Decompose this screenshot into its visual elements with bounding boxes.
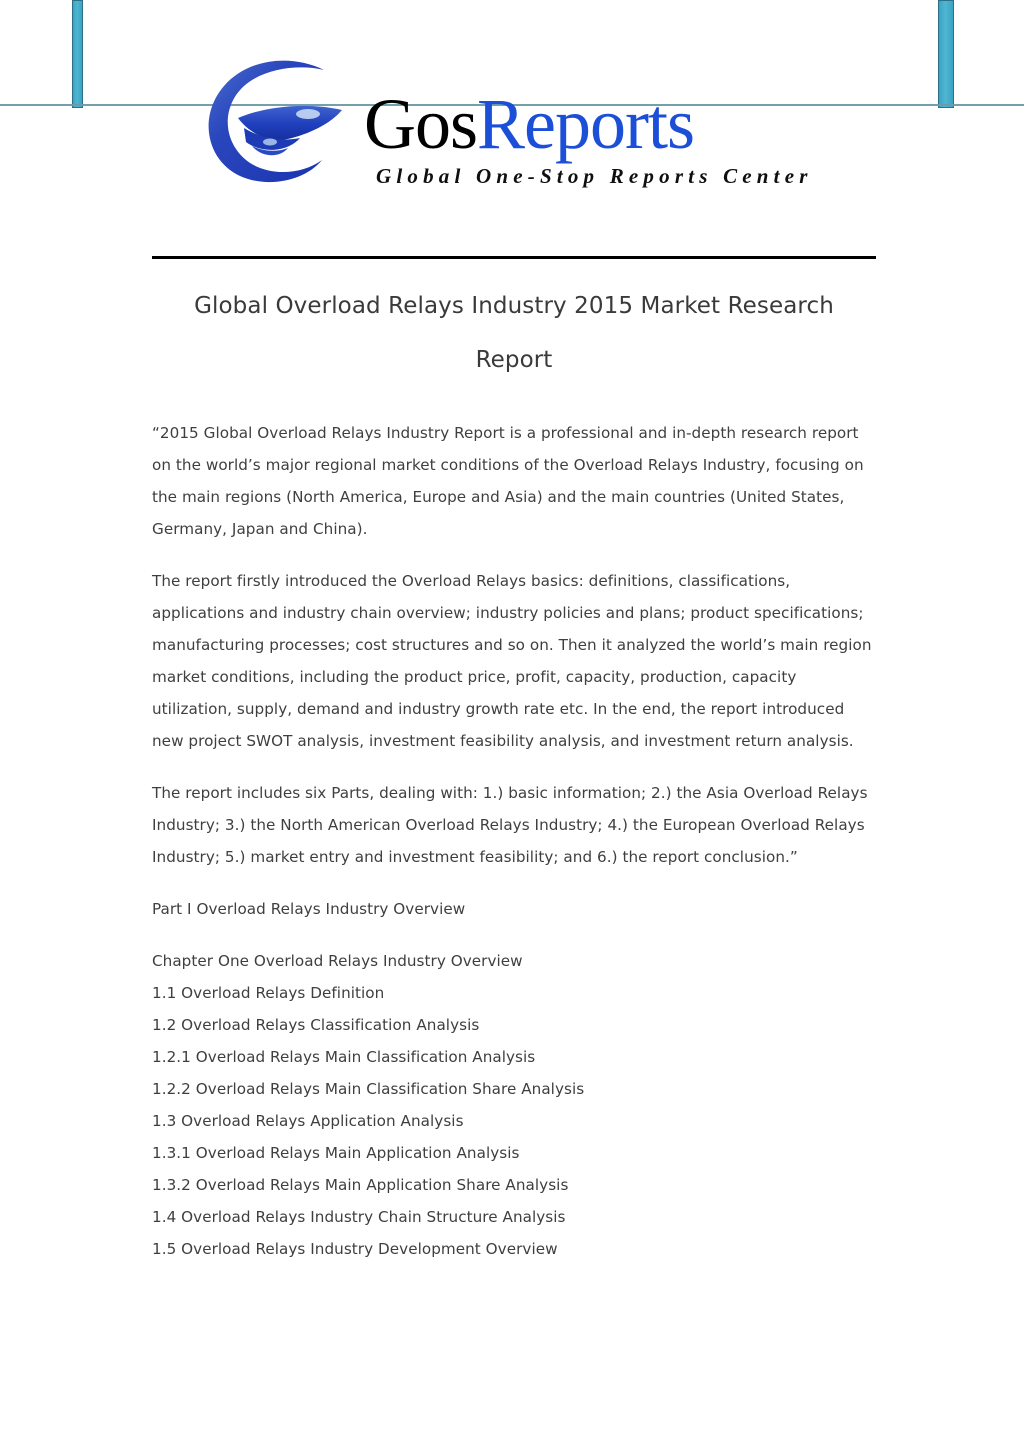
- title-divider: [152, 256, 876, 259]
- logo-tagline: Global One-Stop Reports Center: [376, 164, 813, 188]
- list-item: 1.3.1 Overload Relays Main Application Analysis: [152, 1144, 520, 1162]
- page-title: Global Overload Relays Industry 2015 Market Research Report: [194, 293, 834, 373]
- list-item: 1.1 Overload Relays Definition: [152, 984, 385, 1002]
- page-header: [0, 0, 1024, 210]
- abstract-paragraph-3: The report includes six Parts, dealing with: 1.) basic information; 2.) the Asia Overload Relays Industry; 3.) the North American Overload Relays Industry; 4.) the European Overload Relays Industry; 5.) market entry and investment feasibility; and 6.) the report conclusion.”: [152, 784, 868, 866]
- gosreports-globe-bird-icon: [196, 56, 376, 184]
- logo-wordmark: [364, 84, 694, 164]
- list-item: 1.5 Overload Relays Industry Development Overview: [152, 1240, 558, 1258]
- gosreports-logo: [196, 56, 856, 196]
- header-accent-bar-right: [938, 0, 954, 108]
- spacer: [152, 873, 876, 893]
- list-item: Chapter One Overload Relays Industry Overview: [152, 952, 523, 970]
- list-item: 1.2 Overload Relays Classification Analysis: [152, 1016, 480, 1034]
- abstract-paragraph-1: “2015 Global Overload Relays Industry Report is a professional and in-depth research report on the world’s major regional market conditions of the Overload Relays Industry, focusing on the main regions (North America, Europe and Asia) and the main countries (United States, Germany, Japan and China).: [152, 424, 864, 538]
- logo-wordmark-secondary: Reports: [477, 84, 694, 164]
- logo-wordmark-primary: Gos: [364, 84, 478, 164]
- spacer: [152, 387, 876, 417]
- part-heading: Part I Overload Relays Industry Overview: [152, 900, 466, 918]
- header-accent-bar-left: [72, 0, 83, 108]
- list-item: 1.3 Overload Relays Application Analysis: [152, 1112, 464, 1130]
- list-item: 1.2.2 Overload Relays Main Classification Share Analysis: [152, 1080, 585, 1098]
- document-body: [152, 256, 876, 1265]
- list-item: 1.4 Overload Relays Industry Chain Structure Analysis: [152, 1208, 566, 1226]
- spacer: [152, 757, 876, 777]
- list-item: 1.3.2 Overload Relays Main Application Share Analysis: [152, 1176, 569, 1194]
- spacer: [152, 545, 876, 565]
- list-item: 1.2.1 Overload Relays Main Classification Analysis: [152, 1048, 536, 1066]
- abstract-paragraph-2: The report firstly introduced the Overload Relays basics: definitions, classifications, applications and industry chain overview; industry policies and plans; product specifications; manufacturing processes; cost structures and so on. Then it analyzed the world’s main region market conditions, including the product price, profit, capacity, production, capacity utilization, supply, demand and industry growth rate etc. In the end, the report introduced new project SWOT analysis, investment feasibility analysis, and investment return analysis.: [152, 572, 872, 750]
- table-of-contents: [152, 945, 876, 1265]
- spacer: [152, 925, 876, 945]
